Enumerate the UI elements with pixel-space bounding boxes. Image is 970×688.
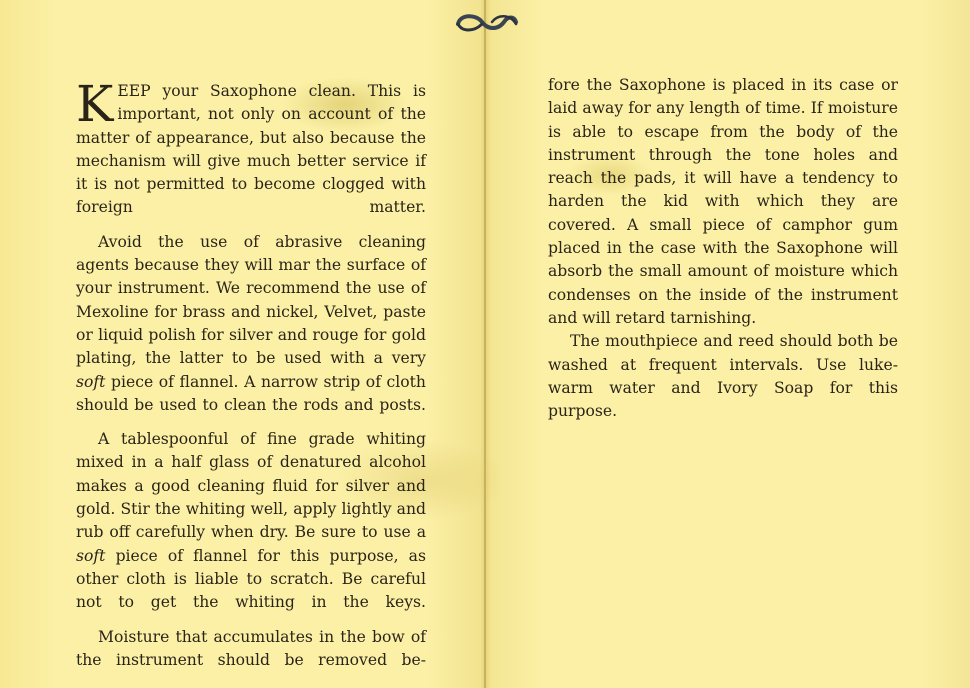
paragraph-moisture-continued [548,74,898,330]
left-page [76,0,426,688]
right-page-text [548,74,898,423]
paragraph-text: Moisture that accumulates in the bow of the instrument should be removed be- [76,627,426,669]
paragraph-moisture [76,626,426,673]
paragraph-mouthpiece [548,330,898,423]
paragraph-text-after: piece of flannel. A narrow strip of cloth should be used to clean the rods and posts. [76,372,426,414]
paragraph-text-before: A tablespoonful of fine grade whiting mixed in a half glass of denatured alcohol makes a good cleaning fluid for silver and gold. Stir the whiting well, apply lightly and rub off carefully when dry. Be sure to use a [76,430,426,542]
paragraph-whiting [76,428,426,614]
paragraph-text: The mouthpiece and reed should both be washed at frequent intervals. Use luke-warm water and Ivory Soap for this purpose. [548,332,898,421]
left-page-text [76,75,426,672]
emphasis-soft: soft [76,546,106,565]
paragraph-text: fore the Saxophone is placed in its case or laid away for any length of time. If moisture is able to escape from the body of the instrument through the tone holes and reach the pads, it will have a tendency to harden the kid with which they are covered. A small piece of camphor gum placed in the case with the Saxophone will absorb the small amount of moisture which condenses on the inside of the instrument and will retard tarnishing. [548,76,898,327]
paragraph-keep-clean [76,75,426,220]
paragraph-text: EEP your Saxophone clean. This is important, not only on account of the matter of appearance, but also because the mechanism will give much better service if it is not permitted to become clogged with foreign matter. [76,82,426,217]
paragraph-text-after: piece of flannel for this purpose, as other cloth is liable to scratch. Be careful not to get the whiting in the keys. [76,546,426,612]
drop-cap: K [76,75,114,133]
emphasis-soft: soft [76,372,106,391]
paragraph-text-before: Avoid the use of abrasive cleaning agents because they will mar the surface of your instrument. We recommend the use of Mexoline for brass and nickel, Velvet, paste or liquid polish for silver and rouge for gold plating, the latter to be used with a very [76,232,426,368]
binding-gutter [484,0,486,688]
binding-thread-icon [452,10,520,36]
right-page [548,0,898,688]
paragraph-abrasive-agents [76,231,426,417]
